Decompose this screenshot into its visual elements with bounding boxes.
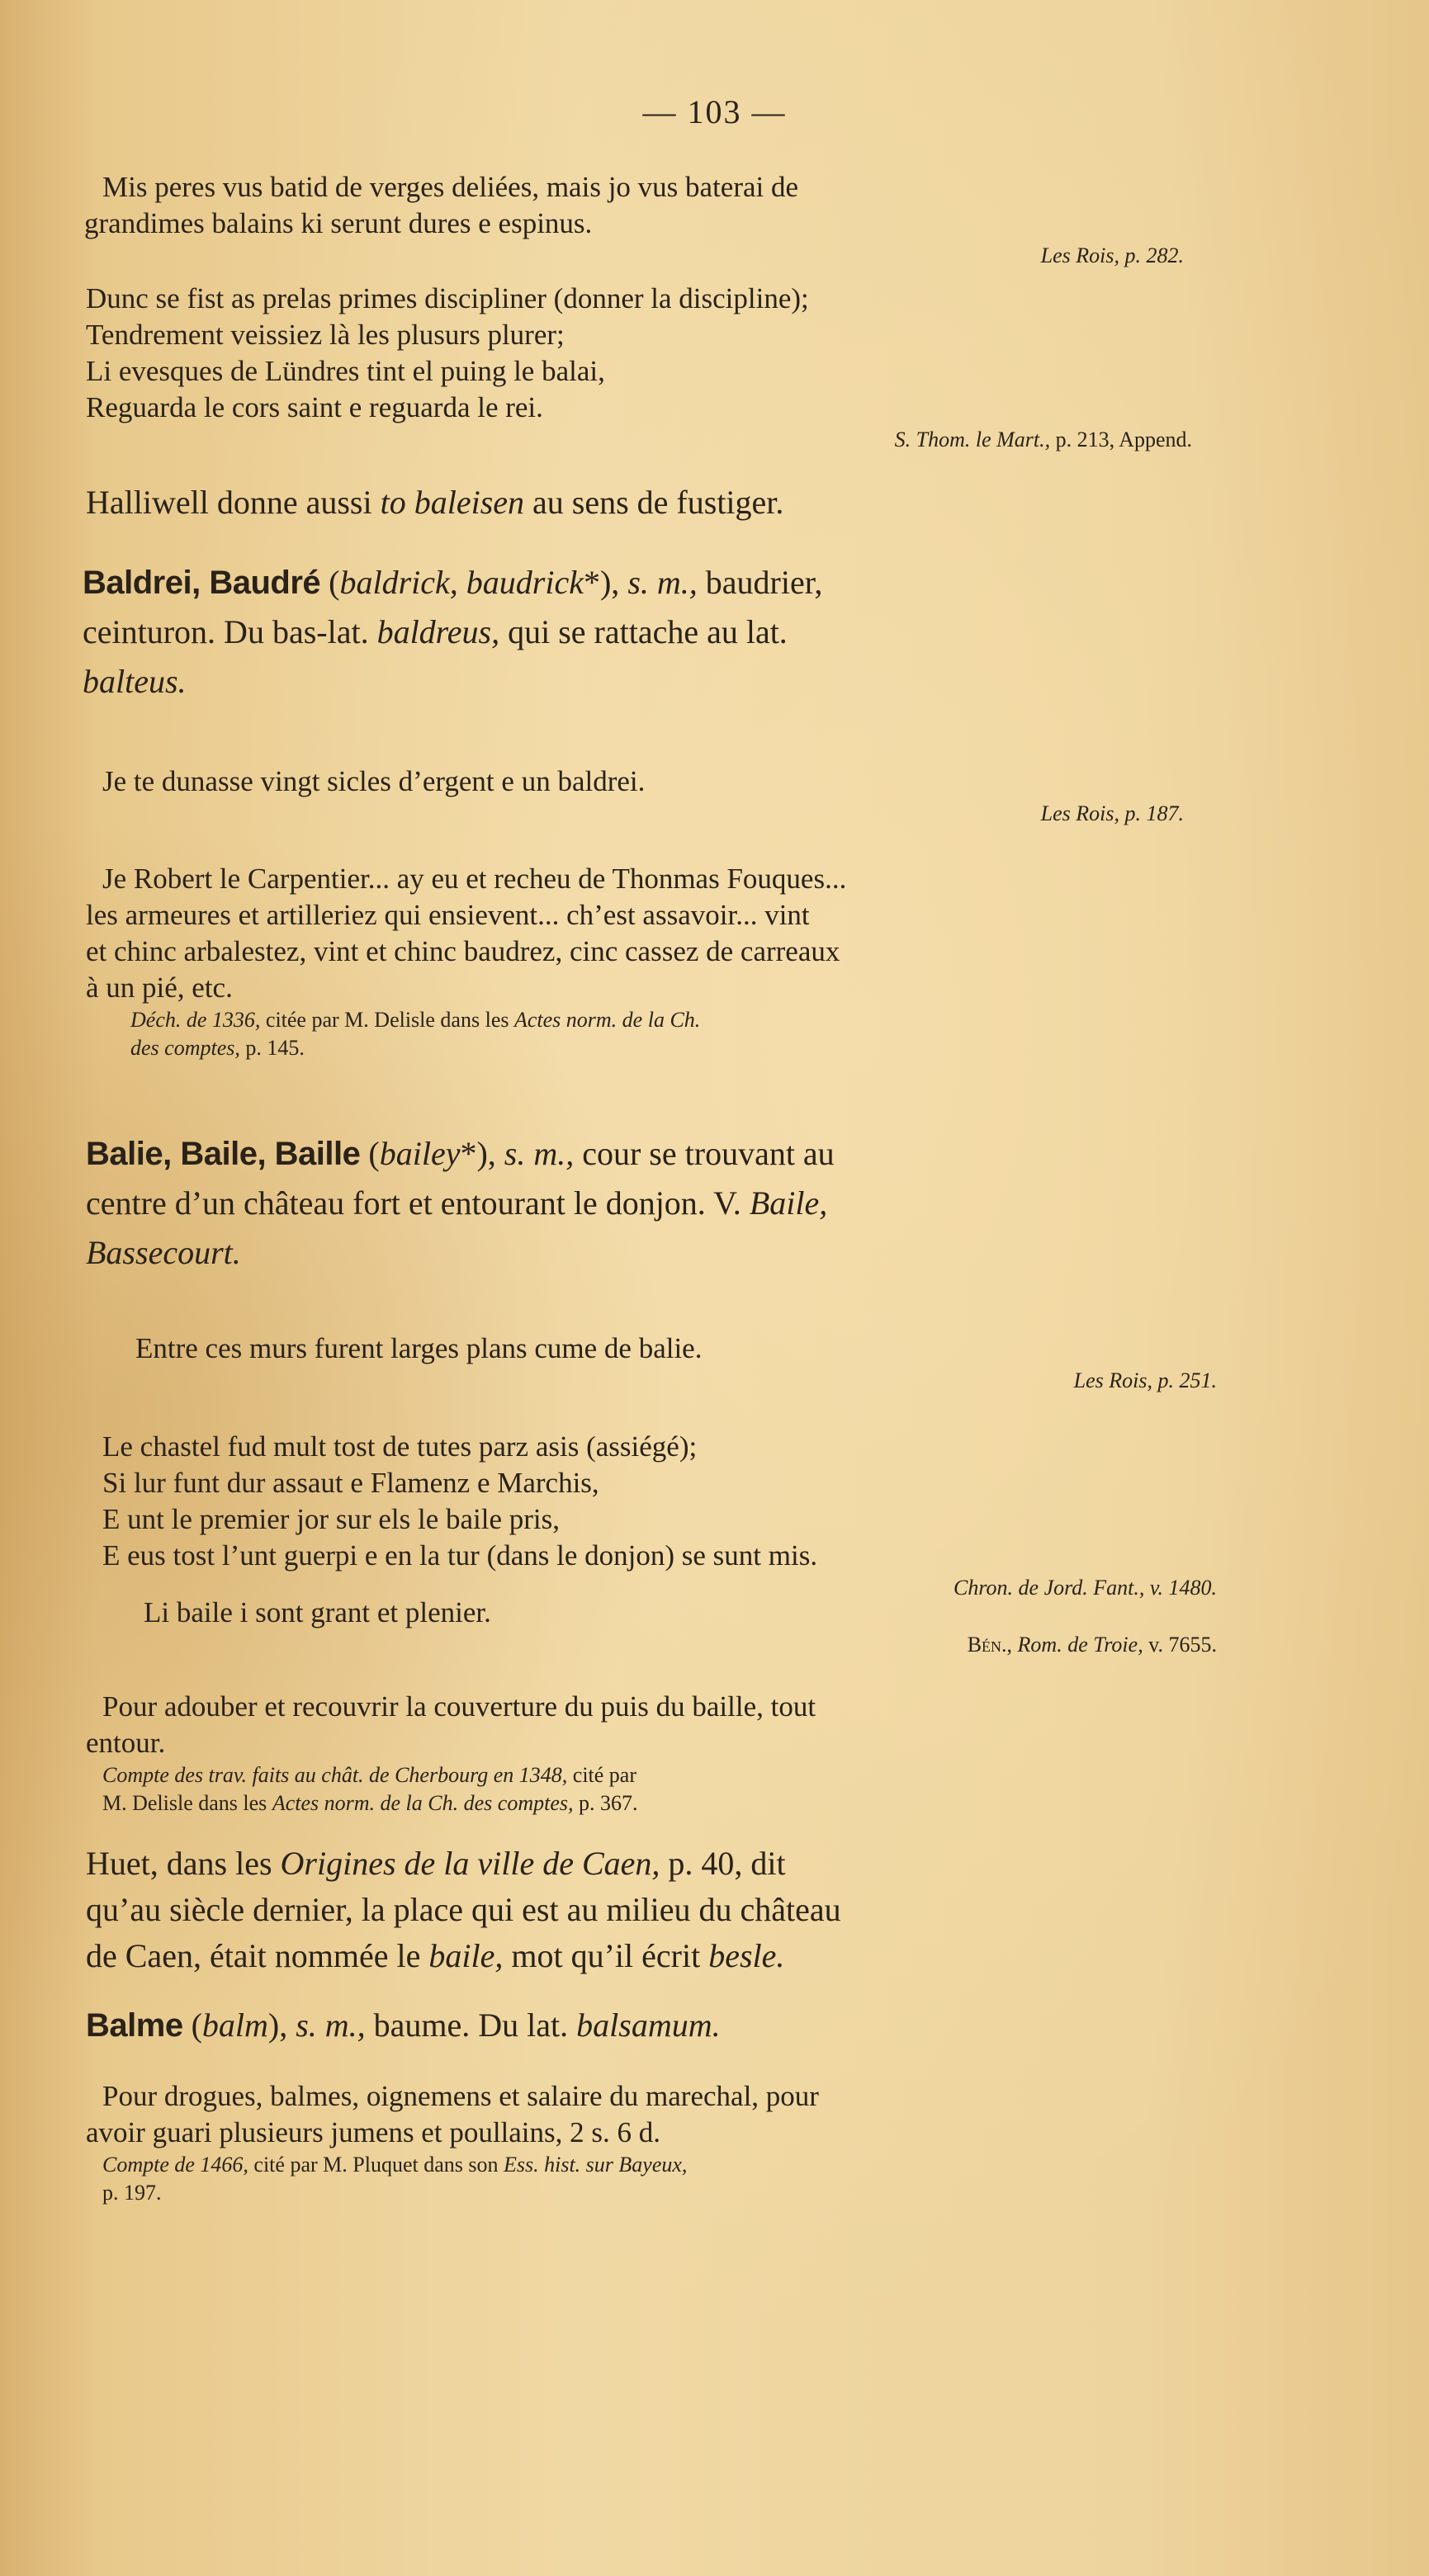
paragraph-text [86,481,1242,524]
quote-line: et chinc arbalestez, vint et chinc baudrez, cinc cassez de carreaux [86,935,840,967]
grammar-label: s. m., [627,564,698,601]
verse-line: Si lur funt dur assaut e Flamenz e Marchis, [102,1467,599,1499]
quote-baile-plenier [135,1595,1217,1659]
grammar-label: s. m., [296,2006,366,2044]
text-run: v. 7655. [1143,1633,1217,1657]
text-run: ( [182,2006,202,2044]
entry-line [83,611,1255,654]
verse-line: Li evesques de Lündres tint el puing le balai, [86,355,605,387]
italic-term: bailey [379,1135,461,1172]
entry-baldrei [83,561,1255,703]
quote-line: Entre ces murs furent larges plans cume de balie. [135,1332,703,1364]
entry-line [86,1231,1258,1274]
quote-line: Pour adouber et recouvrir la couverture du puis du baille, tout [102,1690,816,1723]
text-run: qui se rattache au lat. [499,613,788,650]
italic-term: Origines de la ville de Caen, [280,1845,660,1882]
quote-line: Je te dunasse vingt sicles d’ergent e un baldrei. [102,765,646,797]
citation-source: Rom. de Troie, [1012,1633,1143,1657]
italic-term: Baile, [749,1184,828,1222]
text-run: *), [583,564,628,601]
quote-baldrei [102,763,1192,828]
text-run: au sens de fustiger. [524,484,784,521]
citation-source: des comptes, [130,1036,240,1060]
citation-source: Actes norm. de la Ch. des comptes, [272,1791,574,1815]
verse-line: Le chastel fud mult tost de tutes parz asis (assiégé); [102,1430,698,1463]
page-number: — 103 — [642,93,787,130]
citation-source: Déch. de 1336, [130,1008,261,1032]
citation [130,1006,1217,1034]
quote-line: Je Robert le Carpentier... ay eu et recheu de Thonmas Fouques... [102,863,847,895]
entry-line [86,2004,1258,2047]
entry-line [83,660,1255,703]
quote-line: Li baile i sont grant et plenier. [144,1596,491,1628]
quote-line: Mis peres vus batid de verges deliées, mais jo vus baterai de [102,171,799,203]
paragraph-halliwell [86,481,1242,524]
italic-term: balm [201,2006,268,2044]
text-run: M. Delisle dans les [102,1791,272,1815]
quote-carpentier [86,861,1217,1062]
text-run: ( [320,564,340,601]
text-run: mot qu’il écrit [503,1937,709,1974]
text-run: ceinturon. Du bas-lat. [83,613,377,650]
citation [102,1789,1217,1817]
citation [102,1761,1217,1789]
citation [102,2151,1217,2179]
text-run: p. 145. [239,1036,305,1060]
entry-line [86,1132,1258,1175]
text-run: Halliwell donne aussi [86,484,381,521]
headword: Baldrei, Baudré [83,565,321,601]
paragraph-line [86,1935,1242,1978]
italic-term: balsamum. [576,2006,721,2044]
citation-source: S. Thom. le Mart., [894,428,1051,451]
text-run: *), [460,1135,504,1172]
citation-source: Actes norm. de la Ch. [513,1008,701,1032]
citation-ref: p. 213, Append. [1055,428,1192,451]
grammar-label: s. m., [504,1135,575,1172]
quote-balie [135,1331,1217,1395]
citation-source: Compte de 1466, [102,2153,248,2177]
text-run: baume. Du lat. [365,2006,577,2044]
text-run: cité par [567,1763,637,1787]
italic-term: baile, [428,1937,504,1974]
text-run: cité par M. Pluquet dans son [248,2153,504,2177]
quote-line: à un pié, etc. [86,971,233,1004]
text-run: p. 367. [573,1791,638,1815]
quote-line: grandimes balains ki serunt dures e espinus. [84,207,593,239]
paragraph-huet [86,1842,1242,1978]
entry-balie [86,1132,1258,1274]
verse-line: Dunc se fist as prelas primes discipliner (donner la discipline); [86,282,809,314]
text-run: ), [267,2006,296,2044]
verse-line: E eus tost l’unt guerpi e en la tur (dans le donjon) se sunt mis. [102,1539,818,1572]
citation-author: Bén., [967,1633,1013,1657]
citation: Les Rois, p. 282. [1040,243,1184,267]
verse-line: Reguarda le cors saint e reguarda le rei. [86,391,543,423]
paragraph-line [86,1842,1242,1885]
verse-line: Tendrement veissiez là les plusurs plurer; [86,319,565,351]
text-run: cour se trouvant au [574,1135,835,1172]
text-run: p. 40, dit [660,1845,786,1882]
entry-balme [86,2004,1258,2047]
italic-term: baldreus, [376,613,500,650]
italic-term: Bassecourt. [86,1234,241,1271]
entry-line [83,561,1255,604]
quote-chastel [102,1429,1217,1602]
quote-adouber [86,1689,1217,1817]
quote-line: Pour drogues, balmes, oignemens et salaire du marechal, pour [102,2080,819,2112]
quote-drogues [86,2078,1217,2207]
paragraph-line: qu’au siècle dernier, la place qui est au milieu du château [86,1891,841,1928]
quote-balains [84,169,1209,270]
text-run: citée par M. Delisle dans les [260,1008,514,1032]
citation: Les Rois, p. 187. [1040,801,1184,825]
citation-source: Compte des trav. faits au chât. de Cherbourg en 1348, [102,1763,568,1787]
text-run: baudrier, [697,564,823,601]
headword: Balme [86,2007,183,2044]
italic-term: balteus. [83,663,187,700]
text-run: Huet, dans les [86,1845,281,1882]
text-run: centre d’un château fort et entourant le donjon. V. [86,1184,750,1222]
text-run: ( [360,1135,380,1172]
verse-line: E unt le premier jor sur els le baile pris, [102,1503,561,1535]
citation [130,1034,1217,1062]
citation: p. 197. [102,2181,162,2205]
citation-source: Ess. hist. sur Bayeux, [504,2153,688,2177]
entry-line [86,1182,1258,1225]
quote-line: avoir guari plusieurs jumens et poullains, 2 s. 6 d. [86,2116,661,2148]
italic-term: to baleisen [380,484,525,521]
quote-line: les armeures et artilleriez qui ensievent... ch’est assavoir... vint [86,899,810,931]
italic-term: besle. [708,1937,785,1974]
citation [135,1631,1217,1659]
headword: Balie, Baile, Baille [86,1136,361,1172]
citation: Les Rois, p. 251. [1073,1368,1217,1392]
quote-discipliner [86,281,1192,454]
citation: Chron. de Jord. Fant., v. 1480. [953,1576,1217,1600]
italic-term: baldrick, baudrick [339,564,584,601]
text-run: de Caen, était nommée le [86,1937,429,1974]
quote-line: entour. [86,1727,166,1759]
citation [86,426,1192,454]
